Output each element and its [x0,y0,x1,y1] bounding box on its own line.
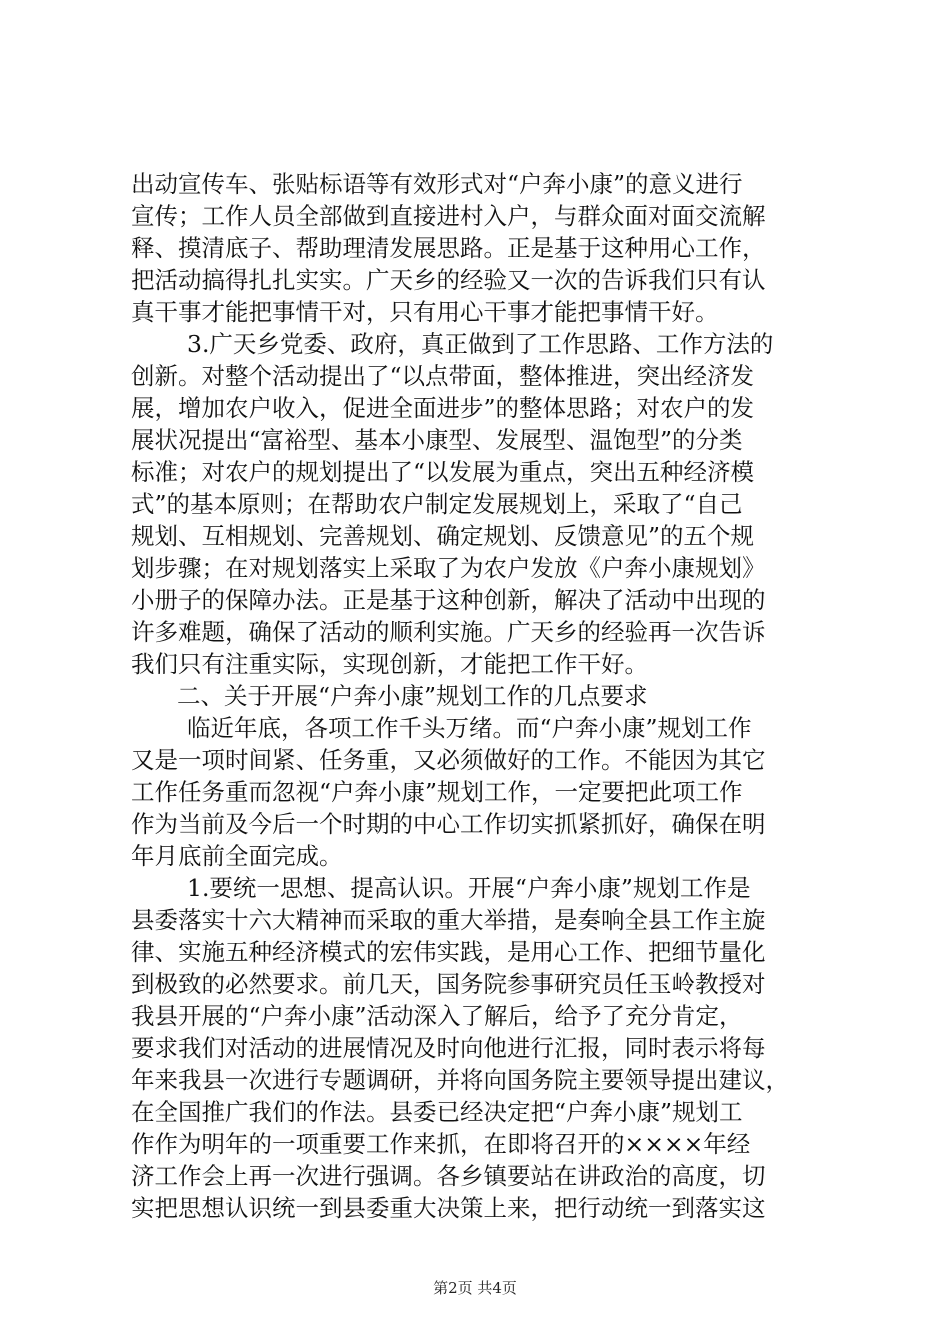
text-line: 宣传；工作人员全部做到直接进村入户，与群众面对面交流解 [131,202,766,230]
text-line: 小册子的保障办法。正是基于这种创新，解决了活动中出现的 [131,586,766,614]
text-line: 规划、互相规划、完善规划、确定规划、反馈意见”的五个规 [131,522,755,550]
text-line: 年月底前全面完成。 [131,842,343,870]
text-line: 又是一项时间紧、任务重，又必须做好的工作。不能因为其它 [131,746,766,774]
text-line: 释、摸清底子、帮助理清发展思路。正是基于这种用心工作， [131,234,766,262]
text-line: 县委落实十六大精神而采取的重大举措，是奏响全县工作主旋 [131,906,766,934]
text-line: 临近年底，各项工作千头万绪。而“户奔小康”规划工作 [187,714,752,742]
text-line: 1.要统一思想、提高认识。开展“户奔小康”规划工作是 [187,874,751,902]
text-line: 我县开展的“户奔小康”活动深入了解后，给予了充分肯定， [131,1002,743,1030]
text-line: 标准；对农户的规划提出了“以发展为重点，突出五种经济模 [131,458,755,486]
text-line: 展状况提出“富裕型、基本小康型、发展型、温饱型”的分类 [131,426,743,454]
text-line: 要求我们对活动的进展情况及时向他进行汇报，同时表示将每 [131,1034,766,1062]
text-line: 实把思想认识统一到县委重大决策上来，把行动统一到落实这 [131,1194,766,1222]
text-line: 许多难题，确保了活动的顺利实施。广天乡的经验再一次告诉 [131,618,766,646]
text-line: 式”的基本原则；在帮助农户制定发展规划上，采取了“自己 [131,490,743,518]
text-line: 工作任务重而忽视“户奔小康”规划工作，一定要把此项工作 [131,778,743,806]
text-line: 我们只有注重实际，实现创新，才能把工作干好。 [131,650,648,678]
text-line: 真干事才能把事情干对，只有用心干事才能把事情干好。 [131,298,719,326]
text-line: 律、实施五种经济模式的宏伟实践，是用心工作、把细节量化 [131,938,766,966]
text-line: 出动宣传车、张贴标语等有效形式对“户奔小康”的意义进行 [131,170,743,198]
text-line: 作为当前及今后一个时期的中心工作切实抓紧抓好，确保在明 [131,810,766,838]
text-line: 在全国推广我们的作法。县委已经决定把“户奔小康”规划工 [131,1098,743,1126]
page-number-footer: 第2页 共4页 [433,1279,517,1297]
text-line: 济工作会上再一次进行强调。各乡镇要站在讲政治的高度，切 [131,1162,766,1190]
text-line: 作作为明年的一项重要工作来抓，在即将召开的××××年经 [131,1130,751,1158]
document-body [131,168,831,1224]
text-line: 创新。对整个活动提出了“以点带面，整体推进，突出经济发 [131,362,755,390]
text-line: 划步骤；在对规划落实上采取了为农户发放《户奔小康规划》 [131,554,766,582]
section-heading: 二、关于开展“户奔小康”规划工作的几点要求 [177,682,648,710]
text-line: 到极致的必然要求。前几天，国务院参事研究员任玉岭教授对 [131,970,766,998]
text-line: 3.广天乡党委、政府，真正做到了工作思路、工作方法的 [187,330,774,358]
text-line: 展，增加农户收入，促进全面进步”的整体思路；对农户的发 [131,394,755,422]
text-line: 年来我县一次进行专题调研，并将向国务院主要领导提出建议， [131,1066,789,1094]
text-line: 把活动搞得扎扎实实。广天乡的经验又一次的告诉我们只有认 [131,266,766,294]
